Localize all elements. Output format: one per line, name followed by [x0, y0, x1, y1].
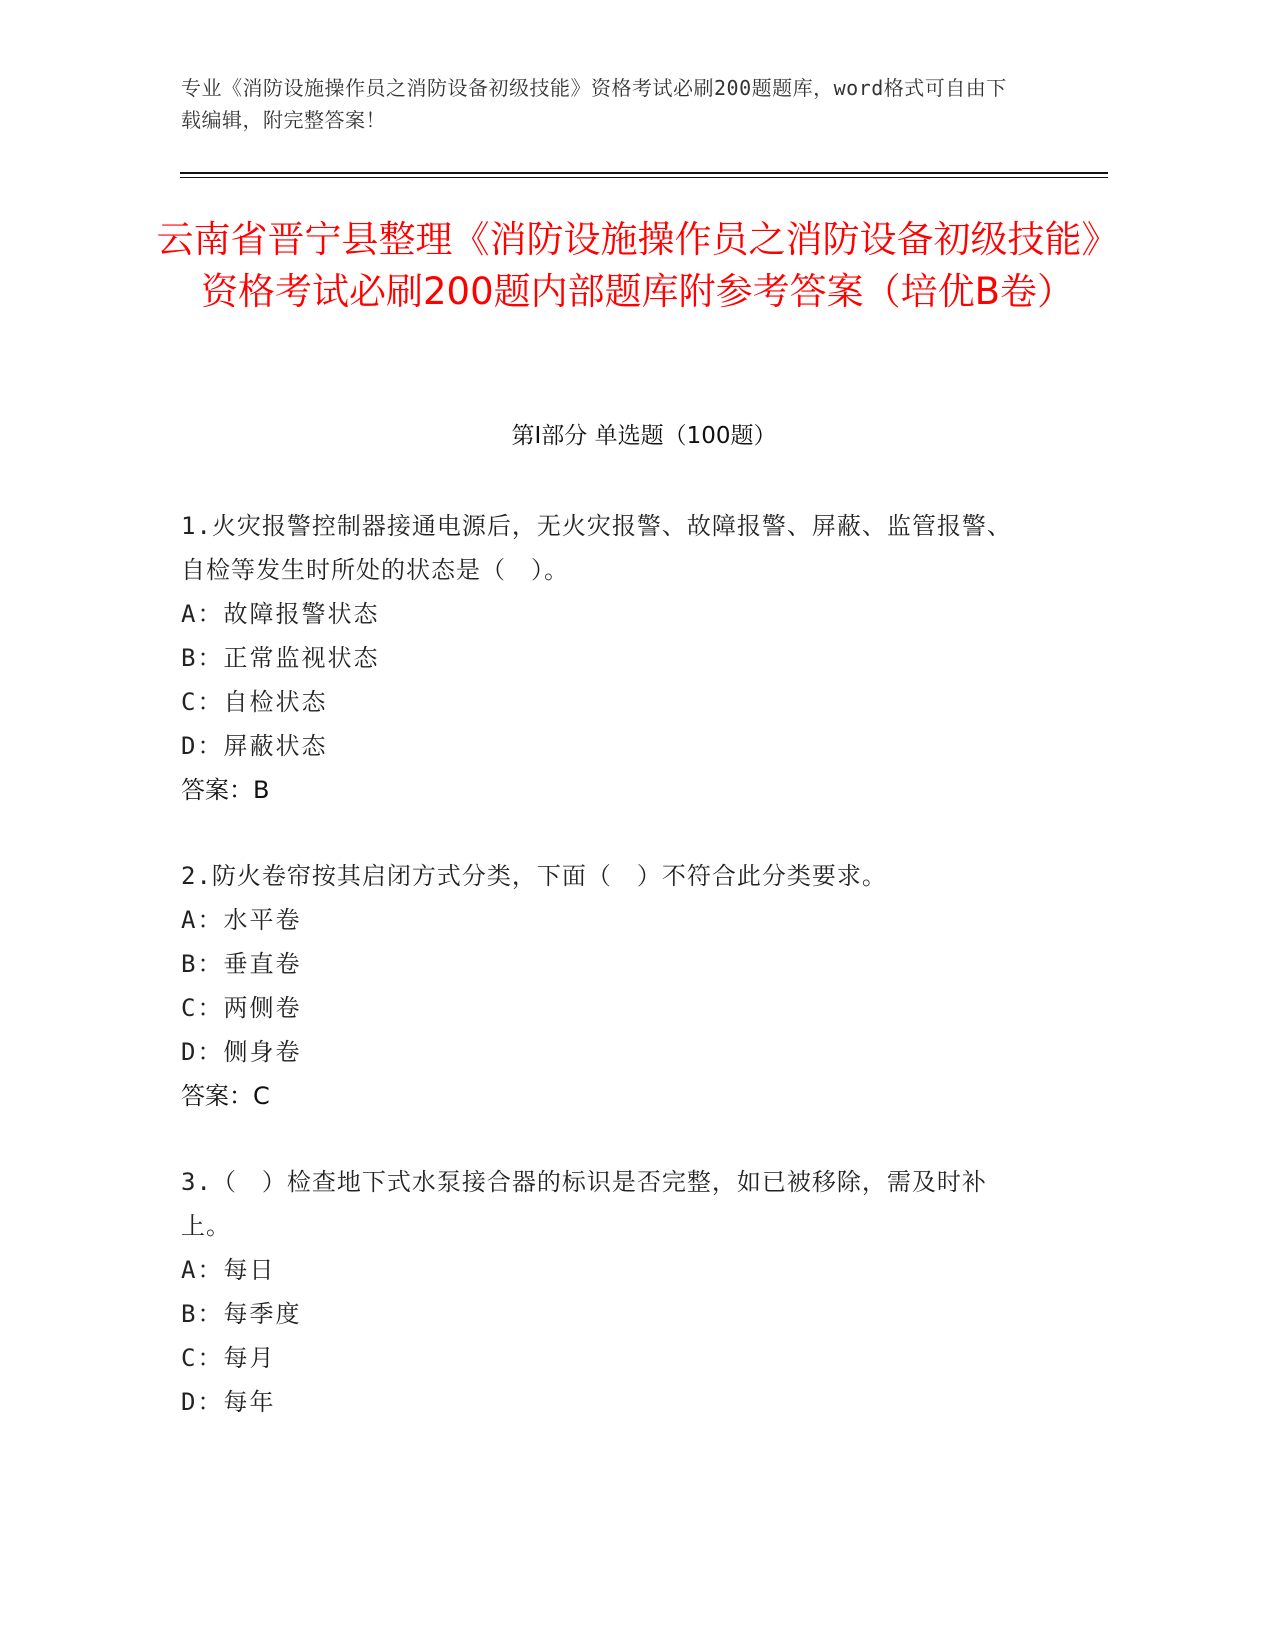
answer-line: 答案：C: [181, 1082, 270, 1110]
header-note: 专业《消防设施操作员之消防设备初级技能》资格考试必刷200题题库，word格式可自由下载编辑，附完整答案！: [181, 76, 1007, 132]
option-a: A：水平卷: [181, 906, 302, 934]
question-item: [181, 504, 1021, 812]
question-item: [181, 1160, 1021, 1424]
option-b: B：每季度: [181, 1300, 302, 1328]
answer-line: 答案：B: [181, 776, 270, 804]
option-c: C：每月: [181, 1344, 276, 1372]
question-list: [181, 504, 1021, 1466]
question-stem: 2.防火卷帘按其启闭方式分类，下面（ ）不符合此分类要求。: [181, 862, 887, 890]
option-d: D：屏蔽状态: [181, 732, 328, 760]
option-b: B：正常监视状态: [181, 644, 380, 672]
document-title: 云南省晋宁县整理《消防设施操作员之消防设备初级技能》资格考试必刷200题内部题库附参考答案（培优B卷）: [156, 218, 1119, 313]
option-d: D：每年: [181, 1388, 276, 1416]
option-d: D：侧身卷: [181, 1038, 302, 1066]
option-a: A：每日: [181, 1256, 276, 1284]
header-divider-thick: [180, 172, 1108, 174]
option-a: A：故障报警状态: [181, 600, 380, 628]
option-c: C：自检状态: [181, 688, 328, 716]
question-stem: 1.火灾报警控制器接通电源后，无火灾报警、故障报警、屏蔽、监管报警、自检等发生时所处的状态是（ ）。: [181, 512, 1012, 584]
section-heading: 第I部分 单选题（100题）: [511, 423, 777, 449]
header-divider-thin: [180, 177, 1108, 178]
option-b: B：垂直卷: [181, 950, 302, 978]
question-item: [181, 854, 1021, 1118]
option-c: C：两侧卷: [181, 994, 302, 1022]
question-stem: 3.（ ）检查地下式水泵接合器的标识是否完整，如已被移除，需及时补上。: [181, 1168, 987, 1240]
